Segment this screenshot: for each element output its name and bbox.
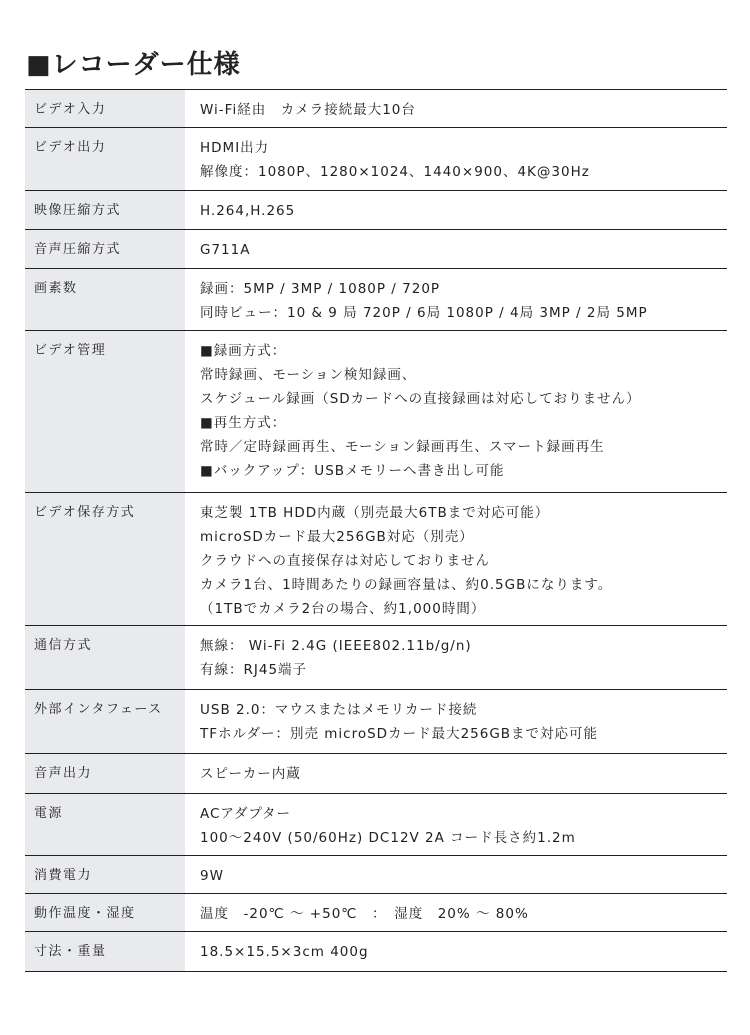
row-label: 画素数	[25, 269, 185, 330]
row-label: 映像圧縮方式	[25, 191, 185, 229]
table-row	[25, 331, 727, 493]
value-line: microSDカード最大256GB対応（別売）	[200, 529, 474, 545]
row-label: 音声圧縮方式	[25, 230, 185, 268]
value-line: 録画：5MP / 3MP / 1080P / 720P	[200, 281, 441, 297]
table-row	[25, 894, 727, 932]
row-value	[185, 794, 727, 855]
value-line: 無線： Wi-Fi 2.4G (IEEE802.11b/g/n)	[200, 638, 472, 654]
value-line: クラウドへの直接保存は対応しておりません	[200, 553, 490, 569]
row-value	[185, 269, 727, 330]
row-value	[185, 932, 727, 971]
row-label: 外部インタフェース	[25, 690, 185, 753]
value-line: 18.5×15.5×3cm 400g	[200, 944, 369, 960]
row-label: ビデオ出力	[25, 128, 185, 190]
value-line: USB 2.0：マウスまたはメモリカード接続	[200, 702, 478, 718]
table-row	[25, 626, 727, 690]
value-line: カメラ1台、1時間あたりの録画容量は、約0.5GBになります。	[200, 577, 613, 593]
row-label: 動作温度・湿度	[25, 894, 185, 931]
row-value	[185, 754, 727, 793]
row-value	[185, 191, 727, 229]
table-row	[25, 230, 727, 269]
row-value	[185, 230, 727, 268]
row-value	[185, 626, 727, 689]
value-line: 常時録画、モーション検知録画、	[200, 367, 417, 383]
spec-table	[25, 89, 727, 972]
value-line: 温度 -20℃ ～ +50℃ ： 湿度 20% ～ 80%	[200, 906, 529, 922]
row-label: 音声出力	[25, 754, 185, 793]
row-label: 通信方式	[25, 626, 185, 689]
value-line: 常時／定時録画再生、モーション録画再生、スマート録画再生	[200, 439, 605, 455]
row-value	[185, 331, 727, 492]
table-row	[25, 754, 727, 794]
row-label: 寸法・重量	[25, 932, 185, 971]
table-row	[25, 794, 727, 856]
value-line: スピーカー内蔵	[200, 766, 301, 782]
value-line: H.264,H.265	[200, 203, 296, 219]
row-value	[185, 493, 727, 625]
table-row	[25, 269, 727, 331]
value-line: 有線：RJ45端子	[200, 662, 308, 678]
row-label: ビデオ入力	[25, 90, 185, 127]
value-line: ■バックアップ：USBメモリーへ書き出し可能	[200, 463, 505, 479]
value-line: ACアダプター	[200, 806, 292, 822]
value-line: G711A	[200, 242, 251, 258]
value-line: （1TBでカメラ2台の場合、約1,000時間）	[200, 601, 486, 617]
value-line: スケジュール録画（SDカードへの直接録画は対応しておりません）	[200, 391, 641, 407]
value-line: ■再生方式：	[200, 415, 287, 431]
value-line: 同時ビュー：10 & 9 局 720P / 6局 1080P / 4局 3MP / 2局 5MP	[200, 305, 648, 321]
row-value	[185, 690, 727, 753]
row-value	[185, 90, 727, 127]
row-label: 消費電力	[25, 856, 185, 893]
value-line: TFホルダー：別売 microSDカード最大256GBまで対応可能	[200, 726, 599, 742]
row-value	[185, 128, 727, 190]
value-line: ■録画方式：	[200, 343, 287, 359]
row-value	[185, 894, 727, 931]
page-title: ■レコーダー仕様	[26, 50, 241, 80]
row-label: ビデオ管理	[25, 331, 185, 492]
table-row	[25, 856, 727, 894]
table-row	[25, 690, 727, 754]
row-label: 電源	[25, 794, 185, 855]
table-row	[25, 191, 727, 230]
value-line: 解像度：1080P、1280×1024、1440×900、4K@30Hz	[200, 164, 590, 180]
value-line: 東芝製 1TB HDD内蔵（別売最大6TBまで対応可能）	[200, 505, 550, 521]
value-line: 9W	[200, 868, 224, 884]
row-label: ビデオ保存方式	[25, 493, 185, 625]
row-value	[185, 856, 727, 893]
value-line: HDMI出力	[200, 140, 270, 156]
table-row	[25, 932, 727, 972]
table-row	[25, 90, 727, 128]
value-line: 100～240V (50/60Hz) DC12V 2A コード長さ約1.2m	[200, 830, 576, 846]
table-row	[25, 493, 727, 626]
table-row	[25, 128, 727, 191]
value-line: Wi-Fi経由 カメラ接続最大10台	[200, 102, 416, 118]
